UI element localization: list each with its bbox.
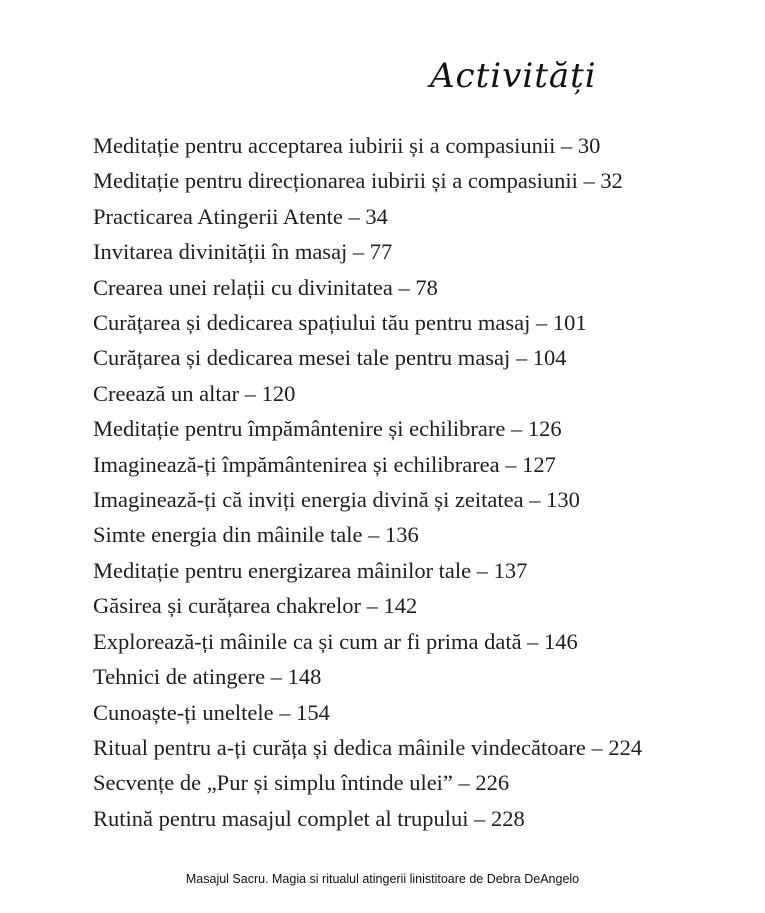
list-item: Creează un altar – 120 <box>93 380 296 406</box>
list-item: Crearea unei relații cu divinitatea – 78 <box>93 274 438 300</box>
list-item: Secvențe de „Pur și simplu întinde ulei” – 226 <box>93 770 510 796</box>
list-item: Invitarea divinității în masaj – 77 <box>93 239 393 265</box>
list-item: Meditație pentru împământenire și echilibrare – 126 <box>93 416 562 442</box>
list-item: Curățarea și dedicarea mesei tale pentru masaj – 104 <box>93 345 567 371</box>
list-item: Rutină pentru masajul complet al trupului – 228 <box>93 805 525 831</box>
list-item: Practicarea Atingerii Atente – 34 <box>93 203 388 229</box>
page-title: Activități <box>430 56 597 96</box>
page-footer: Masajul Sacru. Magia si ritualul atingerii linistitoare de Debra DeAngelo <box>185 872 580 886</box>
list-item: Imaginează-ți împământenirea și echilibrarea – 127 <box>93 451 556 477</box>
list-item: Cunoaște-ți uneltele – 154 <box>93 699 330 725</box>
list-item: Meditație pentru acceptarea iubirii și a compasiunii – 30 <box>93 133 601 158</box>
list-item: Simte energia din mâinile tale – 136 <box>93 522 419 548</box>
list-item: Tehnici de atingere – 148 <box>93 664 322 690</box>
list-item: Curățarea și dedicarea spațiului tău pentru masaj – 101 <box>93 310 587 336</box>
list-item: Ritual pentru a-ți curăța și dedica mâinile vindecătoare – 224 <box>93 734 643 760</box>
activities-list <box>93 128 642 836</box>
list-item: Meditație pentru energizarea mâinilor tale – 137 <box>93 557 528 583</box>
list-item: Explorează-ți mâinile ca și cum ar fi prima dată – 146 <box>93 628 578 654</box>
list-item: Găsirea și curățarea chakrelor – 142 <box>93 593 418 619</box>
list-item: Meditație pentru direcționarea iubirii și a compasiunii – 32 <box>93 168 623 194</box>
list-item: Imaginează-ți că inviți energia divină și zeitatea – 130 <box>93 487 580 513</box>
